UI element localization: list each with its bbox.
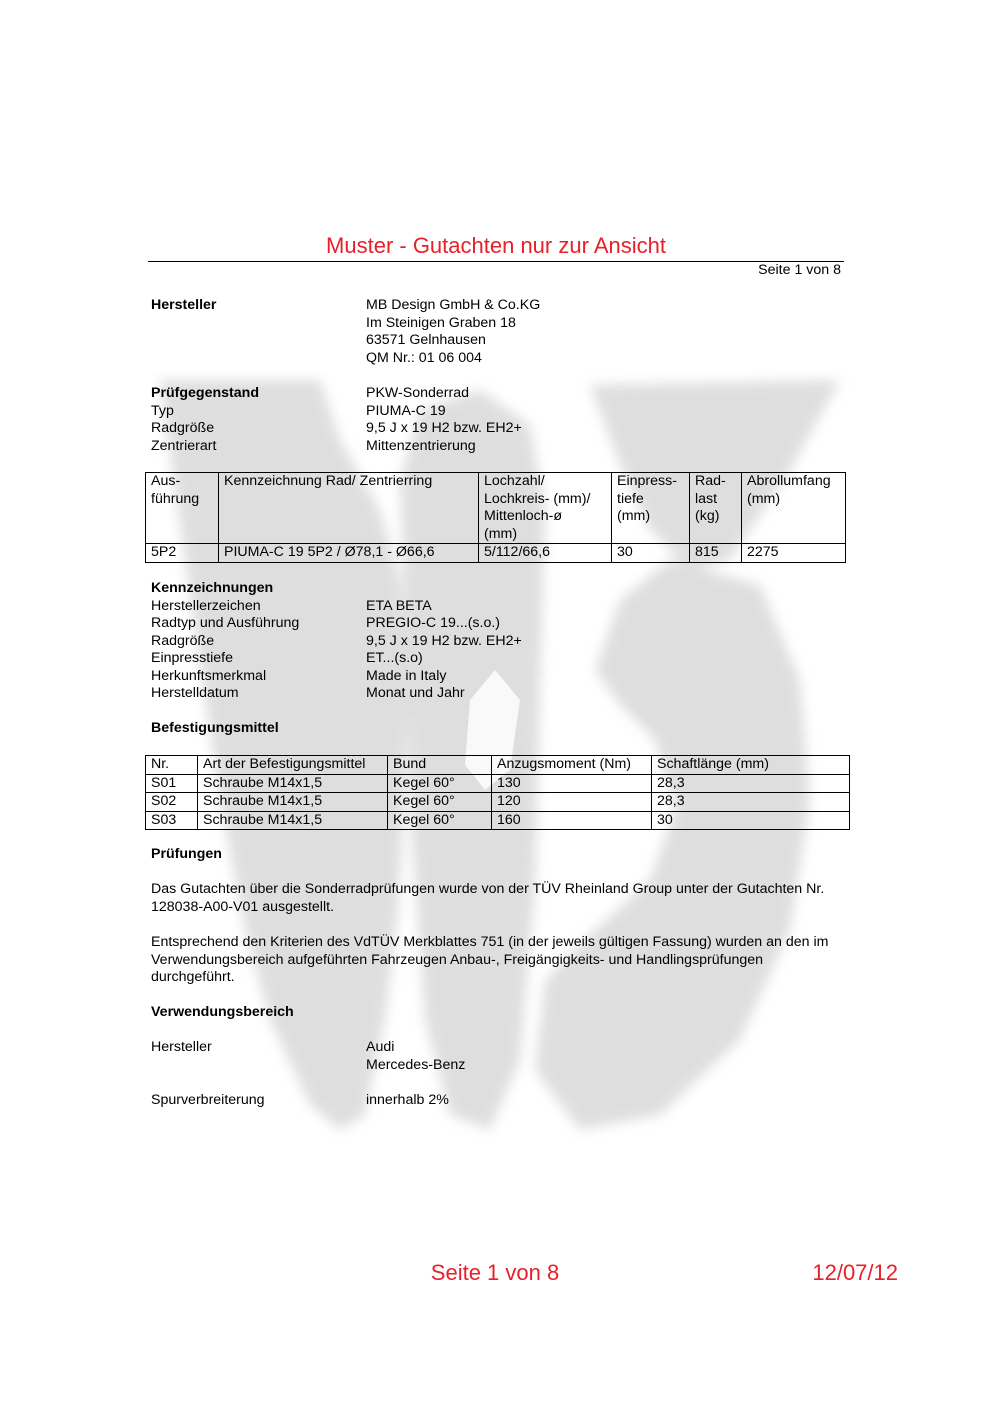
tests-paragraph-2: Entsprechend den Kriterien des VdTÜV Merkblattes 751 (in der jeweils gültigen Fassung) wurden an den im Verwendungsbereich aufgeführten Fahrzeugen Anbau-, Freigängigkeits- und Handlingsprüfungen durchgeführt. [151, 934, 829, 985]
test-object-value: PKW-Sonderrad [366, 385, 470, 401]
marking-value: Made in Italy [366, 667, 447, 684]
tests-paragraph-1: Das Gutachten über die Sonderradprüfungen wurde von der TÜV Rheinland Group unter der Gutachten Nr. 128038-A00-V01 ausgestellt. [151, 881, 825, 915]
marking-value: ETA BETA [366, 597, 432, 614]
wheel-spec-table [145, 472, 846, 563]
header-cell: Rad- last (kg) [690, 473, 742, 544]
centering-label: Zentrierart [151, 437, 217, 454]
table-cell: Kegel 60° [388, 774, 492, 793]
manufacturer-city: 63571 Gelnhausen [366, 332, 486, 348]
table-cell: 2275 [742, 544, 846, 563]
footer-page-number: Seite 1 von 8 [430, 1260, 560, 1285]
table-cell: 160 [492, 811, 652, 830]
table-cell: 5/112/66,6 [479, 544, 612, 563]
header-cell: Art der Befestigungsmittel [198, 756, 388, 775]
header-cell: Lochzahl/ Lochkreis- (mm)/ Mittenloch-ø (mm) [479, 473, 612, 544]
table-cell: 28,3 [652, 793, 850, 812]
usage-manufacturer-item: Audi [366, 1039, 395, 1055]
centering-value: Mittenzentrierung [366, 437, 476, 454]
manufacturer-section [151, 297, 851, 367]
fasteners-table [145, 755, 850, 830]
table-cell: 5P2 [146, 544, 219, 563]
table-cell: 28,3 [652, 774, 850, 793]
marking-label: Herstelldatum [151, 685, 239, 701]
marking-label: Radgröße [151, 632, 215, 649]
header-cell: Einpress- tiefe (mm) [612, 473, 690, 544]
wheel-size-label: Radgröße [151, 420, 215, 436]
footer-date: 12/07/12 [812, 1260, 898, 1285]
header-cell: Bund [388, 756, 492, 775]
table-cell: 120 [492, 793, 652, 812]
marking-label: Radtyp und Ausführung [151, 615, 300, 631]
table-row [146, 811, 850, 830]
test-object-section [151, 385, 851, 455]
marking-label: Herstellerzeichen [151, 597, 261, 614]
table-cell: Schraube M14x1,5 [198, 774, 388, 793]
page-number-top: Seite 1 von 8 [758, 262, 841, 278]
table-cell: Kegel 60° [388, 793, 492, 812]
usage-manufacturer-label: Hersteller [151, 1039, 212, 1055]
markings-heading: Kennzeichnungen [151, 580, 274, 596]
table-cell: 30 [652, 811, 850, 830]
table-cell: Schraube M14x1,5 [198, 811, 388, 830]
header-cell: Kennzeichnung Rad/ Zentrierring [219, 473, 479, 544]
header-cell: Nr. [146, 756, 198, 775]
type-label: Typ [151, 402, 174, 419]
table-cell: S02 [146, 793, 198, 812]
table-cell: PIUMA-C 19 5P2 / Ø78,1 - Ø66,6 [219, 544, 479, 563]
fasteners-heading: Befestigungsmittel [151, 720, 279, 736]
table-header-row [146, 756, 850, 775]
marking-value: Monat und Jahr [366, 685, 465, 701]
usage-manufacturers [151, 1039, 851, 1074]
test-object-heading: Prüfgegenstand [151, 385, 259, 401]
watermark-banner: Muster - Gutachten nur zur Ansicht [326, 233, 666, 258]
table-cell: Schraube M14x1,5 [198, 793, 388, 812]
header-cell: Anzugsmoment (Nm) [492, 756, 652, 775]
wheel-size-value: 9,5 J x 19 H2 bzw. EH2+ [366, 420, 522, 436]
header-cell: Schaftlänge (mm) [652, 756, 850, 775]
table-cell: 30 [612, 544, 690, 563]
table-cell: S03 [146, 811, 198, 830]
table-cell: S01 [146, 774, 198, 793]
usage-heading: Verwendungsbereich [151, 1004, 294, 1020]
type-value: PIUMA-C 19 [366, 402, 446, 419]
table-row [146, 793, 850, 812]
usage-manufacturer-item: Mercedes-Benz [366, 1056, 466, 1073]
tests-heading: Prüfungen [151, 846, 222, 862]
table-header-row [146, 473, 846, 544]
manufacturer-street: Im Steinigen Graben 18 [366, 314, 516, 331]
table-row [146, 544, 846, 563]
header-cell: Aus- führung [146, 473, 219, 544]
manufacturer-label: Hersteller [151, 297, 217, 313]
marking-label: Einpresstiefe [151, 650, 234, 666]
header-cell: Abrollumfang (mm) [742, 473, 846, 544]
track-widening-value: innerhalb 2% [366, 1092, 449, 1108]
marking-value: 9,5 J x 19 H2 bzw. EH2+ [366, 632, 522, 649]
table-cell: Kegel 60° [388, 811, 492, 830]
manufacturer-name: MB Design GmbH & Co.KG [366, 297, 541, 313]
markings-section [151, 580, 851, 703]
marking-value: ET...(s.o) [366, 650, 423, 666]
table-cell: 815 [690, 544, 742, 563]
marking-label: Herkunftsmerkmal [151, 667, 267, 684]
marking-value: PREGIO-C 19...(s.o.) [366, 615, 501, 631]
table-cell: 130 [492, 774, 652, 793]
manufacturer-qm-number: QM Nr.: 01 06 004 [366, 349, 482, 366]
table-row [146, 774, 850, 793]
track-widening-label: Spurverbreiterung [151, 1092, 265, 1108]
track-widening [151, 1092, 851, 1110]
